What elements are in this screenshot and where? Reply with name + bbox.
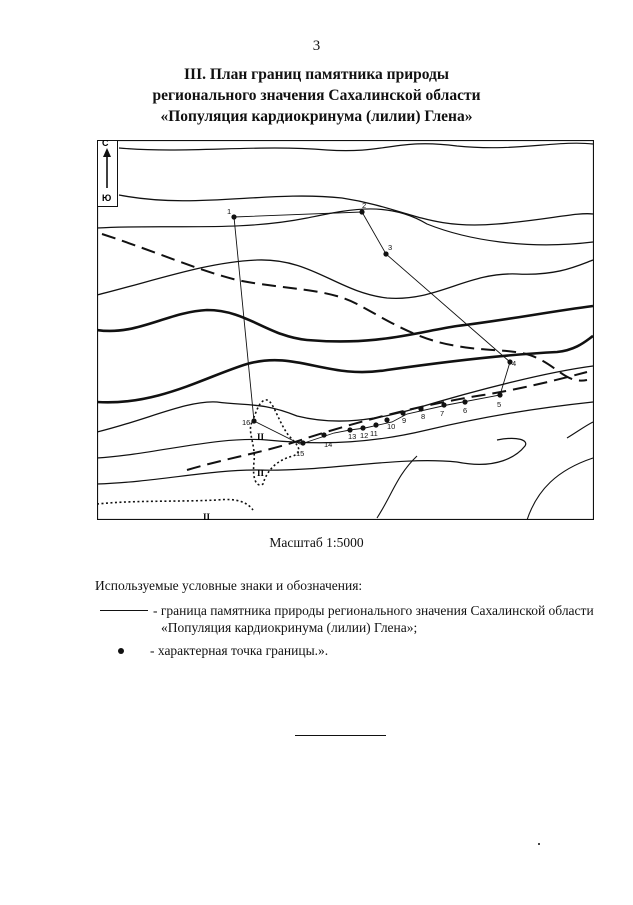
divider-line	[295, 735, 386, 736]
boundary-point-9	[400, 410, 405, 415]
point-label-12: 12	[360, 431, 369, 440]
boundary-point-1	[231, 214, 236, 219]
zone-label: II	[257, 468, 265, 478]
point-label-1: 1	[227, 207, 232, 216]
point-label-13: 13	[348, 432, 357, 441]
legend-boundary-text-2: «Популяция кардиокринума (лилии) Глена»;	[161, 620, 418, 635]
point-label-16: 16	[242, 418, 251, 427]
legend-boundary-text-1: - граница памятника природы регионального значения Сахалинской области	[153, 603, 594, 618]
point-label-6: 6	[463, 406, 468, 415]
boundary-point-6	[462, 399, 467, 404]
legend-point	[118, 643, 328, 659]
page-number: 3	[312, 38, 321, 54]
speck	[538, 843, 540, 845]
boundary-point-8	[418, 406, 423, 411]
north-label: С	[102, 140, 109, 148]
south-label: Ю	[102, 193, 112, 203]
title-line-2: регионального значения Сахалинской области	[152, 87, 481, 104]
map-border	[98, 141, 594, 520]
point-label-5: 5	[497, 400, 502, 409]
point-label-14: 14	[324, 440, 333, 449]
legend-line-symbol	[100, 610, 148, 611]
boundary-map	[97, 140, 594, 520]
point-label-4: 4	[512, 359, 517, 368]
map-scale: Масштаб 1:5000	[269, 535, 364, 550]
legend-title: Используемые условные знаки и обозначения:	[95, 578, 363, 593]
point-label-10: 10	[387, 422, 396, 431]
title-line-1: III. План границ памятника природы	[184, 66, 449, 83]
boundary-point-5	[497, 392, 502, 397]
boundary-point-11	[373, 422, 378, 427]
legend-dot-symbol	[118, 648, 124, 654]
boundary-point-14	[321, 432, 326, 437]
map-canvas	[97, 140, 594, 520]
point-label-7: 7	[440, 409, 445, 418]
boundary-point-12	[360, 425, 365, 430]
point-label-11: 11	[370, 429, 378, 438]
boundary-point-15	[300, 440, 305, 445]
point-label-15: 15	[296, 449, 305, 458]
point-label-9: 9	[402, 416, 407, 425]
boundary-point-16	[251, 418, 256, 423]
boundary-point-2	[359, 209, 364, 214]
point-label-2: 2	[362, 201, 367, 210]
zone-label: II	[203, 512, 211, 520]
boundary-point-3	[383, 251, 388, 256]
legend-point-text: - характерная точка границы.».	[150, 643, 329, 658]
legend-boundary	[100, 602, 594, 636]
point-label-3: 3	[388, 243, 393, 252]
zone-label: II	[257, 432, 265, 442]
point-label-8: 8	[421, 412, 426, 421]
boundary-point-7	[441, 402, 446, 407]
page-title	[0, 64, 633, 127]
title-line-3: «Популяция кардиокринума (лилии) Глена»	[160, 108, 473, 125]
